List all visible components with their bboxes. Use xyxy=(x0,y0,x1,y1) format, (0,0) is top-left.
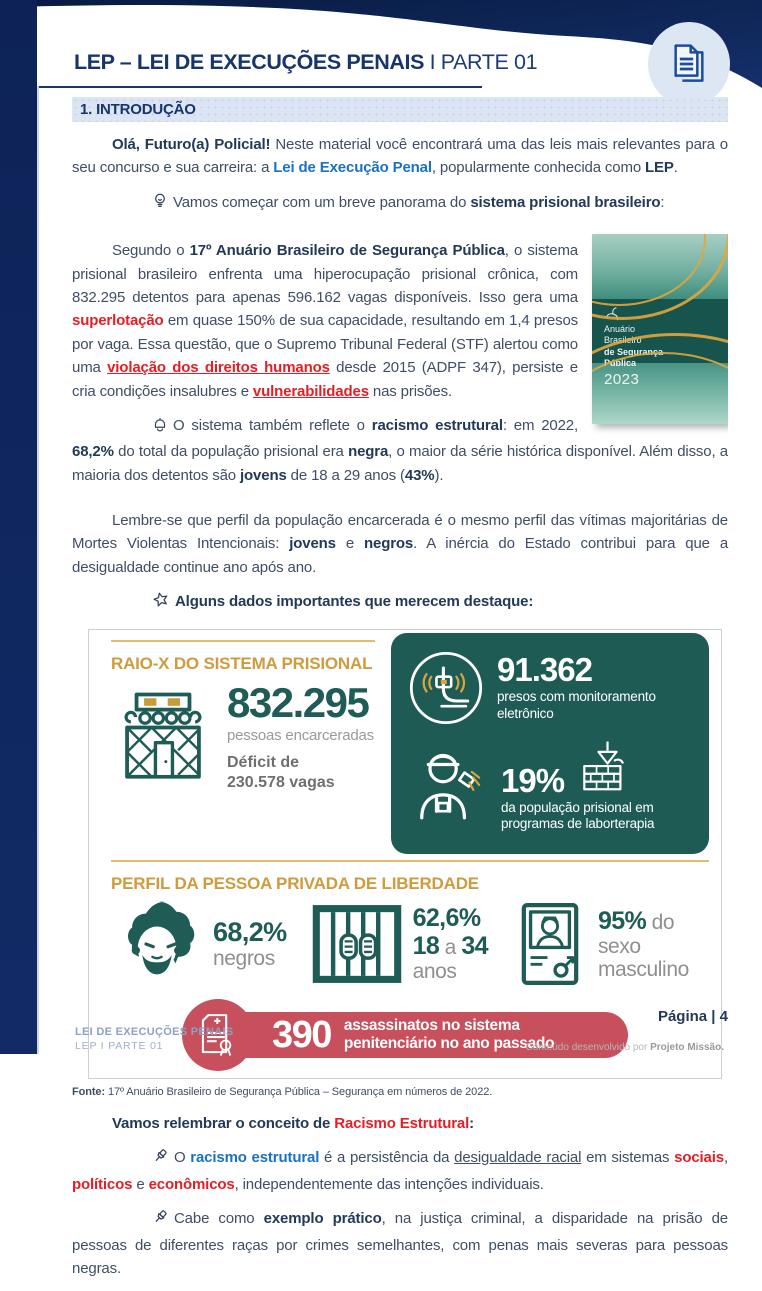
footer-left xyxy=(75,1026,234,1052)
document-circle xyxy=(648,22,730,106)
cover-line1: Anuário xyxy=(604,324,636,335)
page-title-part: I PARTE 01 xyxy=(429,50,538,74)
male-suffix: do xyxy=(646,910,675,934)
pin-icon xyxy=(112,1148,169,1172)
age-range-end: 34 xyxy=(461,932,488,961)
paragraph-racismo-text: O sistema também reflete o racismo estrutural: em 2022, 68,2% do total da população prisional era negra, o maior da série histórica disponível. Além disso, a maioria dos detentos são jovens de 18 a 29 anos (43%). xyxy=(72,416,728,484)
paragraph-destaque-text: Alguns dados importantes que merecem destaque: xyxy=(175,593,534,611)
black-label: negros xyxy=(213,947,275,971)
anuario-book-cover xyxy=(592,234,728,424)
afro-man-icon xyxy=(111,898,203,990)
prison-building-icon xyxy=(111,689,215,785)
paragraph-relembrar: Vamos relembrar o conceito de Racismo Estrutural: xyxy=(112,1115,474,1133)
worker-icon xyxy=(407,743,489,827)
murders-label: assassinatos no sistema penitenciário no ano passado xyxy=(343,1017,555,1053)
male-label-line3: masculino xyxy=(597,958,689,982)
profile-stats-row xyxy=(111,898,709,990)
murders-number: 390 xyxy=(272,1013,331,1056)
cover-line3: de Segurança xyxy=(604,346,664,357)
cover-line2: Brasileiro xyxy=(604,335,642,346)
page-number: Página | 4 xyxy=(657,1008,728,1025)
title-underline xyxy=(20,86,482,88)
age-range-sep: a xyxy=(439,936,462,960)
section-heading: 1. INTRODUÇÃO xyxy=(72,97,728,122)
profile-heading: PERFIL DA PESSOA PRIVADA DE LIBERDADE xyxy=(111,874,479,894)
paragraph-racismo-def xyxy=(72,1146,728,1196)
paragraph-intro: Olá, Futuro(a) Policial! Neste material você encontrará uma das leis mais relevantes para o seu concurso e sua carreira: a Lei de Execução Penal, popularmente conhecida como LEP. xyxy=(72,136,728,177)
documents-icon xyxy=(664,39,714,89)
incarcerated-stat xyxy=(227,678,374,793)
paragraph-racismo-def-text: O racismo estrutural é a persistência da desigualdade racial em sistemas sociais, políticos e econômicos, independentemente das intenções individuais. xyxy=(72,1149,728,1193)
male-label-line2: sexo xyxy=(597,934,641,958)
paragraph-exemplo-text: Cabe como exemplo prático, na justiça criminal, a disparidade na prisão de pessoas de diferentes raças por crimes semelhantes, com penas mais severas para pessoas negras. xyxy=(72,1210,728,1277)
footer-right xyxy=(526,1042,724,1053)
paragraph-panorama xyxy=(72,191,728,217)
star-icon xyxy=(112,591,170,616)
age-range-start: 18 xyxy=(412,932,440,961)
pin-icon xyxy=(112,1209,169,1233)
fonte-note: Fonte: 17º Anuário Brasileiro de Segurança Pública – Segurança em números de 2022. xyxy=(72,1086,493,1099)
deficit-label-line1: Déficit de xyxy=(227,753,300,771)
incarcerated-number: 832.295 xyxy=(227,678,369,726)
cover-line4: Pública xyxy=(604,357,637,368)
gold-rule xyxy=(111,640,375,642)
labor-label: da população prisional em programas de laborterapia xyxy=(501,799,655,831)
lightbulb-icon xyxy=(112,192,168,217)
anuario-block xyxy=(72,228,728,498)
paragraph-destaque xyxy=(72,590,728,616)
male-number: 95% xyxy=(597,906,647,935)
black-population-stat xyxy=(111,898,287,990)
infographic xyxy=(88,629,722,1079)
paragraph-panorama-text: Vamos começar com um breve panorama do sistema prisional brasileiro: xyxy=(173,193,665,211)
jail-bars-icon xyxy=(311,902,403,986)
age-number: 62,6% xyxy=(412,904,481,933)
cover-year: 2023 xyxy=(604,371,640,389)
raiox-heading: RAIO-X DO SISTEMA PRISIONAL xyxy=(111,653,373,673)
paragraph-anuario: Segundo o 17º Anuário Brasileiro de Segurança Pública, o sistema prisional brasileiro enfrenta uma hiperocupação prisional crônica, com 832.295 detentos para apenas 596.162 vagas disponíveis. Isso gera uma superlotação em quase 150% de sua capacidade, resultando em 1,4 presos por vaga. Essa questão, que o Supremo Tribunal Federal (STF) alertou como uma violação dos direitos humanos desde 2015 (ADPF 347), persiste e cria condições insalubres e vulnerabilidades nas prisões. xyxy=(72,242,579,400)
ankle-monitor-icon xyxy=(407,649,485,727)
age-label: anos xyxy=(412,960,457,984)
id-card-icon xyxy=(512,901,588,987)
footer-credit-brand: Projeto Missão. xyxy=(650,1042,724,1053)
page-title-main: LEP – LEI DE EXECUÇÕES PENAIS xyxy=(74,50,430,74)
male-stat xyxy=(512,901,689,987)
age-stat xyxy=(311,902,488,986)
paragraph-racismo xyxy=(72,414,728,487)
footer-credit-text: Conteúdo desenvolvido por xyxy=(525,1042,651,1053)
bell-icon xyxy=(112,417,168,440)
footer-course-part: LEP I PARTE 01 xyxy=(75,1040,164,1052)
main-content xyxy=(72,97,728,1291)
monitoring-label: presos com monitoramento eletrônico xyxy=(497,689,656,721)
sidebar-edge-line xyxy=(37,86,39,1054)
sidebar xyxy=(0,0,37,1054)
wall-trowel-icon xyxy=(574,739,632,797)
incarcerated-label: pessoas encarceradas xyxy=(227,726,374,744)
paragraph-exemplo xyxy=(72,1207,728,1280)
black-number: 68,2% xyxy=(213,917,287,948)
monitoring-number: 91.362 xyxy=(497,651,592,689)
paragraph-lembrese: Lembre-se que perfil da população encarcerada é o mesmo perfil das vítimas majoritárias de Mortes Violentas Intencionais: jovens e negros. A inércia do Estado contribui para que a desigualdade continue ano após ano. xyxy=(72,512,729,576)
deficit-label-line2: 230.578 vagas xyxy=(227,773,335,791)
page-title xyxy=(74,50,537,75)
gold-rule xyxy=(111,860,709,862)
labor-number: 19% xyxy=(501,761,565,799)
raiox-section xyxy=(111,630,375,793)
teal-stats-panel xyxy=(391,633,709,854)
cover-arc xyxy=(592,333,728,424)
footer-course-title: LEI DE EXECUÇÕES PENAIS xyxy=(75,1026,234,1038)
